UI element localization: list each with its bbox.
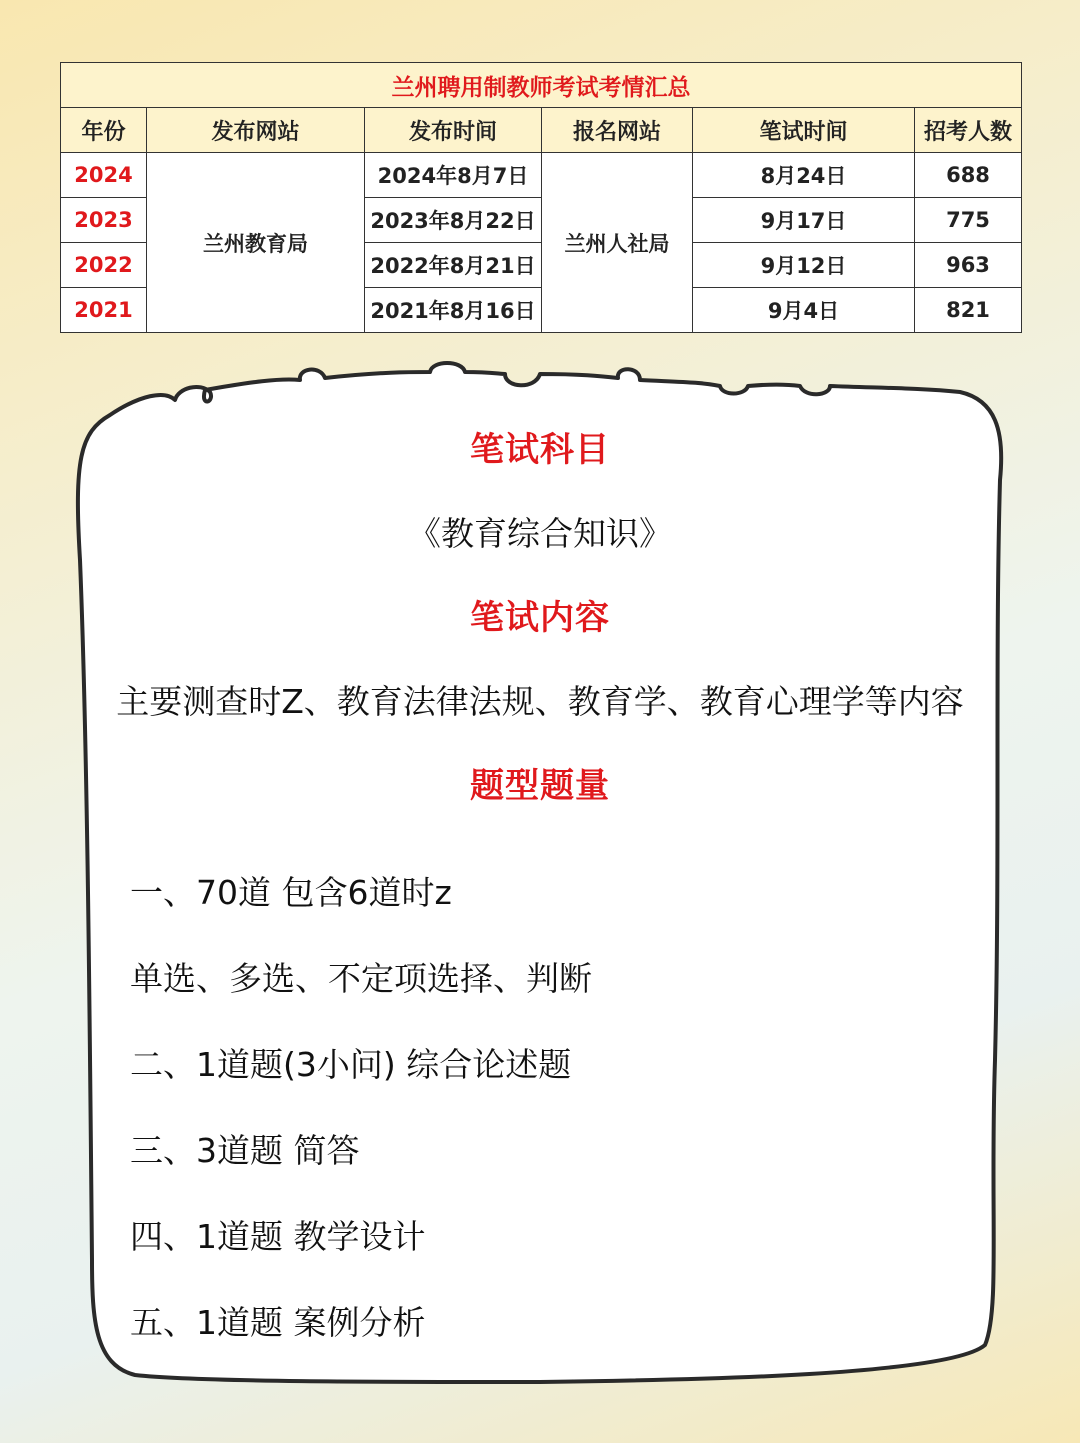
cell-year: 2022 xyxy=(61,243,147,288)
cell-register-site: 兰州人社局 xyxy=(542,153,693,333)
subject-name: 《教育综合知识》 xyxy=(408,514,672,553)
cell-publish-date: 2022年8月21日 xyxy=(365,243,542,288)
cell-publish-date: 2021年8月16日 xyxy=(365,288,542,333)
cell-publish-date: 2023年8月22日 xyxy=(365,198,542,243)
cell-count: 963 xyxy=(915,243,1022,288)
cell-publish-date: 2024年8月7日 xyxy=(365,153,542,198)
header-exam-date: 笔试时间 xyxy=(693,108,915,153)
notebook-paper-card xyxy=(0,360,1080,1400)
cell-year: 2024 xyxy=(61,153,147,198)
exam-summary-table xyxy=(60,62,1022,333)
cell-count: 821 xyxy=(915,288,1022,333)
header-count: 招考人数 xyxy=(915,108,1022,153)
header-publish-date: 发布时间 xyxy=(365,108,542,153)
header-register-site: 报名网站 xyxy=(542,108,693,153)
table-title-row xyxy=(61,63,1022,108)
cell-exam-date: 9月17日 xyxy=(693,198,915,243)
cell-publish-site: 兰州教育局 xyxy=(147,153,365,333)
list-item: 三、3道题 简答 xyxy=(130,1131,360,1170)
header-year: 年份 xyxy=(61,108,147,153)
content-description: 主要测查时Z、教育法律法规、教育学、教育心理学等内容 xyxy=(116,682,964,721)
table-title: 兰州聘用制教师考试考情汇总 xyxy=(61,63,1022,108)
header-publish-site: 发布网站 xyxy=(147,108,365,153)
cell-exam-date: 8月24日 xyxy=(693,153,915,198)
cell-year: 2023 xyxy=(61,198,147,243)
list-item: 五、1道题 案例分析 xyxy=(130,1303,426,1342)
cell-count: 688 xyxy=(915,153,1022,198)
table-header-row xyxy=(61,108,1022,153)
list-item: 一、70道 包含6道时z xyxy=(130,873,452,912)
list-item: 单选、多选、不定项选择、判断 xyxy=(130,959,592,998)
exam-summary-table-wrap xyxy=(60,62,1021,333)
list-item: 二、1道题(3小问) 综合论述题 xyxy=(130,1045,572,1084)
subject-heading: 笔试科目 xyxy=(470,430,610,470)
cell-count: 775 xyxy=(915,198,1022,243)
list-item: 四、1道题 教学设计 xyxy=(130,1217,426,1256)
cell-year: 2021 xyxy=(61,288,147,333)
cell-exam-date: 9月12日 xyxy=(693,243,915,288)
content-heading: 笔试内容 xyxy=(470,598,610,638)
cell-exam-date: 9月4日 xyxy=(693,288,915,333)
table-row xyxy=(61,153,1022,198)
types-heading: 题型题量 xyxy=(470,766,610,806)
